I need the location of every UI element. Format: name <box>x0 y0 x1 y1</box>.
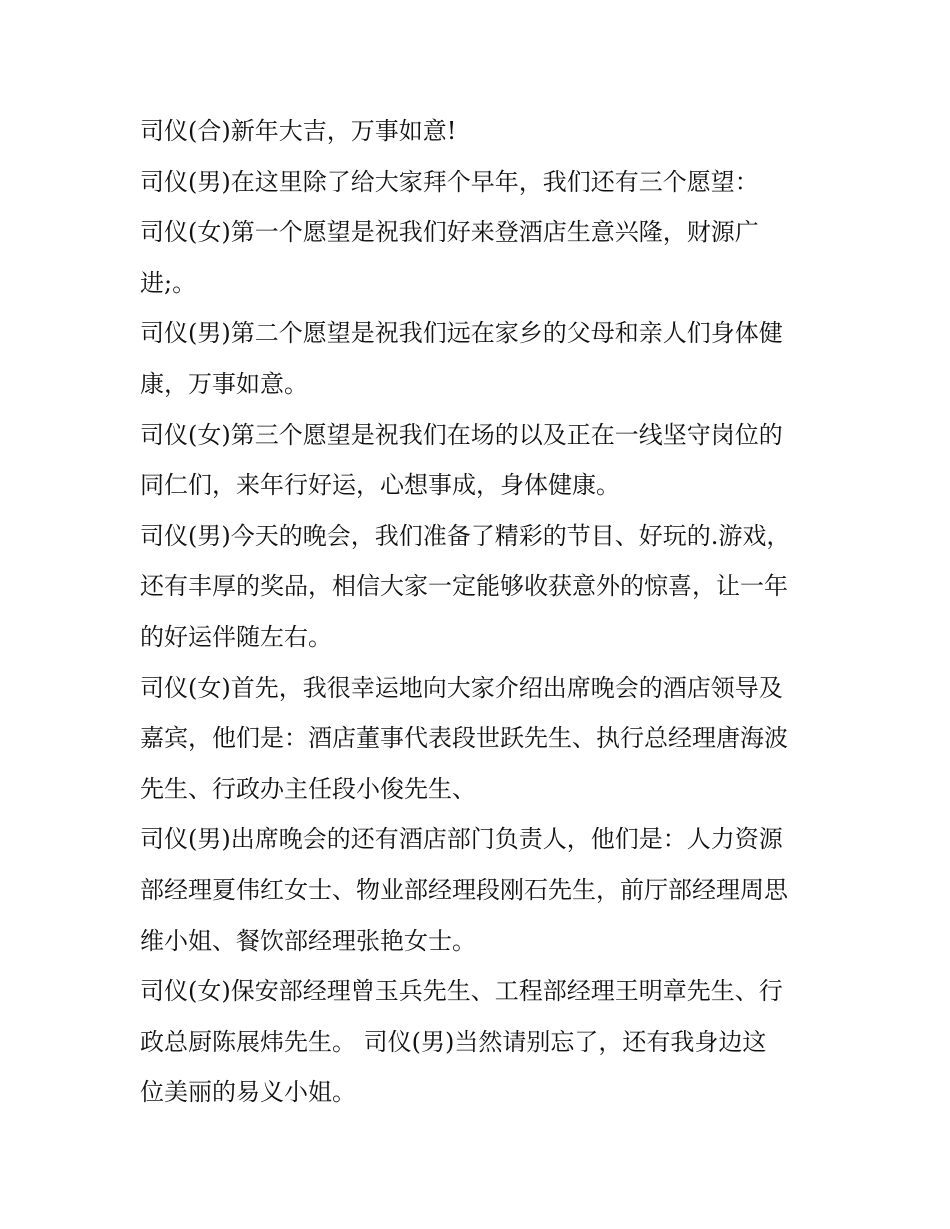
text-line: 同仁们，来年行好运，心想事成，身体健康。 <box>140 471 620 500</box>
text-line: 康，万事如意。 <box>140 369 308 398</box>
text-line: 司仪(男)出席晚会的还有酒店部门负责人，他们是：人力资源 <box>140 825 783 854</box>
text-line: 位美丽的易义小姐。 <box>140 1078 356 1107</box>
text-line: 司仪(男)第二个愿望是祝我们远在家乡的父母和亲人们身体健 <box>140 319 783 348</box>
text-line: 司仪(女)首先，我很幸运地向大家介绍出席晚会的酒店领导及 <box>140 673 783 702</box>
text-line: 部经理夏伟红女士、物业部经理段刚石先生，前厅部经理周思 <box>140 875 788 904</box>
text-line: 司仪(女)第一个愿望是祝我们好来登酒店生意兴隆，财源广 <box>140 218 759 247</box>
text-line: 司仪(女)第三个愿望是祝我们在场的以及正在一线坚守岗位的 <box>140 420 783 449</box>
text-line: 司仪(合)新年大吉，万事如意! <box>140 117 457 145</box>
text-line: 司仪(男)今天的晚会，我们准备了精彩的节目、好玩的.游戏， <box>140 521 791 550</box>
text-line: 的好运伴随左右。 <box>140 622 332 651</box>
text-line: 政总厨陈展炜先生。 司仪(男)当然请别忘了，还有我身边这 <box>140 1027 767 1056</box>
text-line: 嘉宾，他们是：酒店董事代表段世跃先生、执行总经理唐海波 <box>140 724 788 753</box>
text-line: 还有丰厚的奖品，相信大家一定能够收获意外的惊喜，让一年 <box>140 572 788 601</box>
script-text <box>140 106 830 1118</box>
text-line: 先生、行政办主任段小俊先生、 <box>140 774 476 803</box>
text-line: 维小姐、餐饮部经理张艳女士。 <box>140 926 476 955</box>
text-line: 司仪(男)在这里除了给大家拜个早年，我们还有三个愿望： <box>140 167 759 196</box>
text-line: 司仪(女)保安部经理曾玉兵先生、工程部经理王明章先生、行 <box>140 977 783 1006</box>
text-line: 进;。 <box>140 268 197 297</box>
